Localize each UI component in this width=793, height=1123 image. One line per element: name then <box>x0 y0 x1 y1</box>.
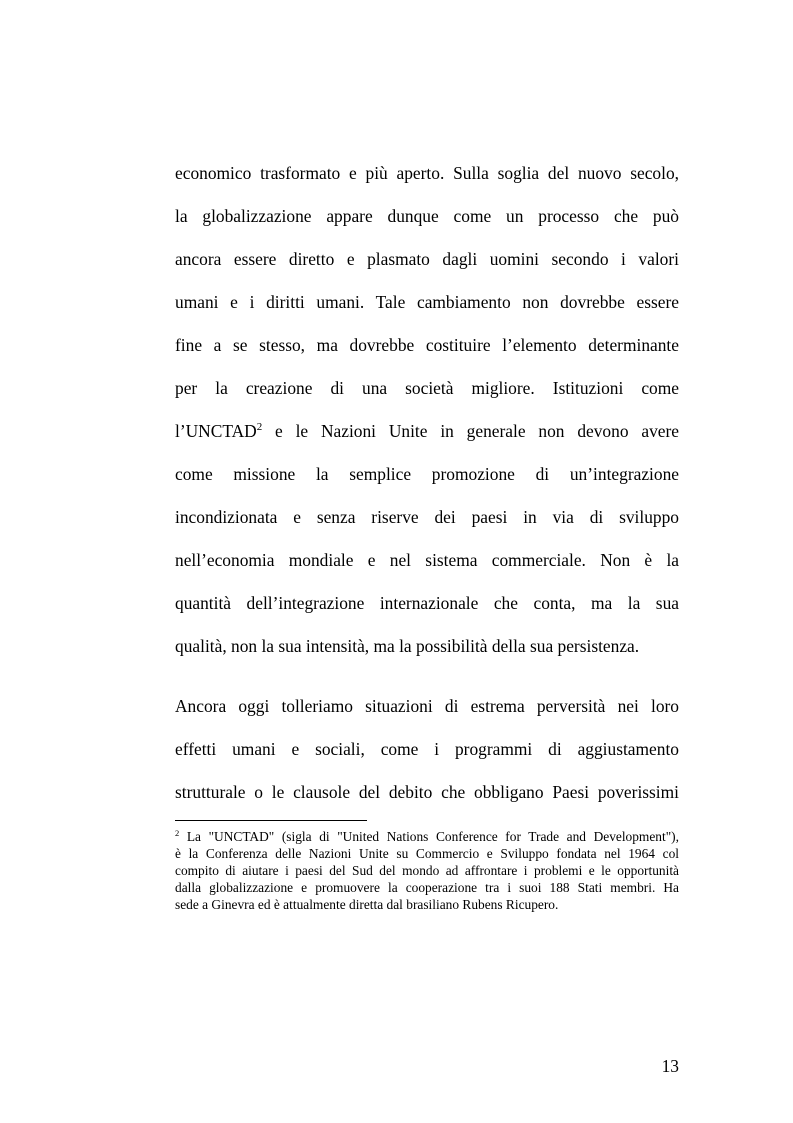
footnote-reference[interactable]: 2 <box>256 421 263 433</box>
footnote-text: La "UNCTAD" (sigla di "United Nations Conference for Trade and Development"), <box>179 829 679 844</box>
text-line: nell’economia mondiale e nel sistema commerciale. Non è la <box>175 550 679 570</box>
text-line: quantità dell’integrazione internazionale che conta, ma la sua <box>175 593 679 613</box>
footnote-line: è la Conferenza delle Nazioni Unite su Commercio e Sviluppo fondata nel 1964 col <box>175 846 679 861</box>
text-line: fine a se stesso, ma dovrebbe costituire l’elemento determinante <box>175 335 679 355</box>
text-line: strutturale o le clausole del debito che obbligano Paesi poverissimi <box>175 782 679 802</box>
text-line: effetti umani e sociali, come i programmi di aggiustamento <box>175 739 679 759</box>
text-line: economico trasformato e più aperto. Sulla soglia del nuovo secolo, <box>175 163 679 183</box>
text-line: ancora essere diretto e plasmato dagli uomini secondo i valori <box>175 249 679 269</box>
text-segment: l’UNCTAD <box>175 421 257 441</box>
text-line: qualità, non la sua intensità, ma la possibilità della sua persistenza. <box>175 636 640 656</box>
text-line-with-footnote-ref <box>175 419 679 443</box>
footnote-line: sede a Ginevra ed è attualmente diretta dal brasiliano Rubens Ricupero. <box>175 897 559 912</box>
text-line: incondizionata e senza riserve dei paesi in via di sviluppo <box>175 507 679 527</box>
text-line: come missione la semplice promozione di un’integrazione <box>175 464 679 484</box>
footnote-line <box>175 829 679 845</box>
footnote-line: dalla globalizzazione e promuovere la cooperazione tra i suoi 188 Stati membri. Ha <box>175 880 679 895</box>
text-line: per la creazione di una società migliore. Istituzioni come <box>175 378 679 398</box>
footnote-separator <box>175 820 367 821</box>
text-segment: e le Nazioni Unite in generale non devono avere <box>262 421 679 441</box>
text-line: la globalizzazione appare dunque come un processo che può <box>175 206 679 226</box>
page-number: 13 <box>661 1056 679 1076</box>
text-line: Ancora oggi tolleriamo situazioni di estrema perversità nei loro <box>175 696 679 716</box>
text-line: umani e i diritti umani. Tale cambiamento non dovrebbe essere <box>175 292 679 312</box>
footnote-line: compito di aiutare i paesi del Sud del mondo ad affrontare i problemi e le opportunità <box>175 863 679 878</box>
footnote-number: 2 <box>175 828 180 838</box>
